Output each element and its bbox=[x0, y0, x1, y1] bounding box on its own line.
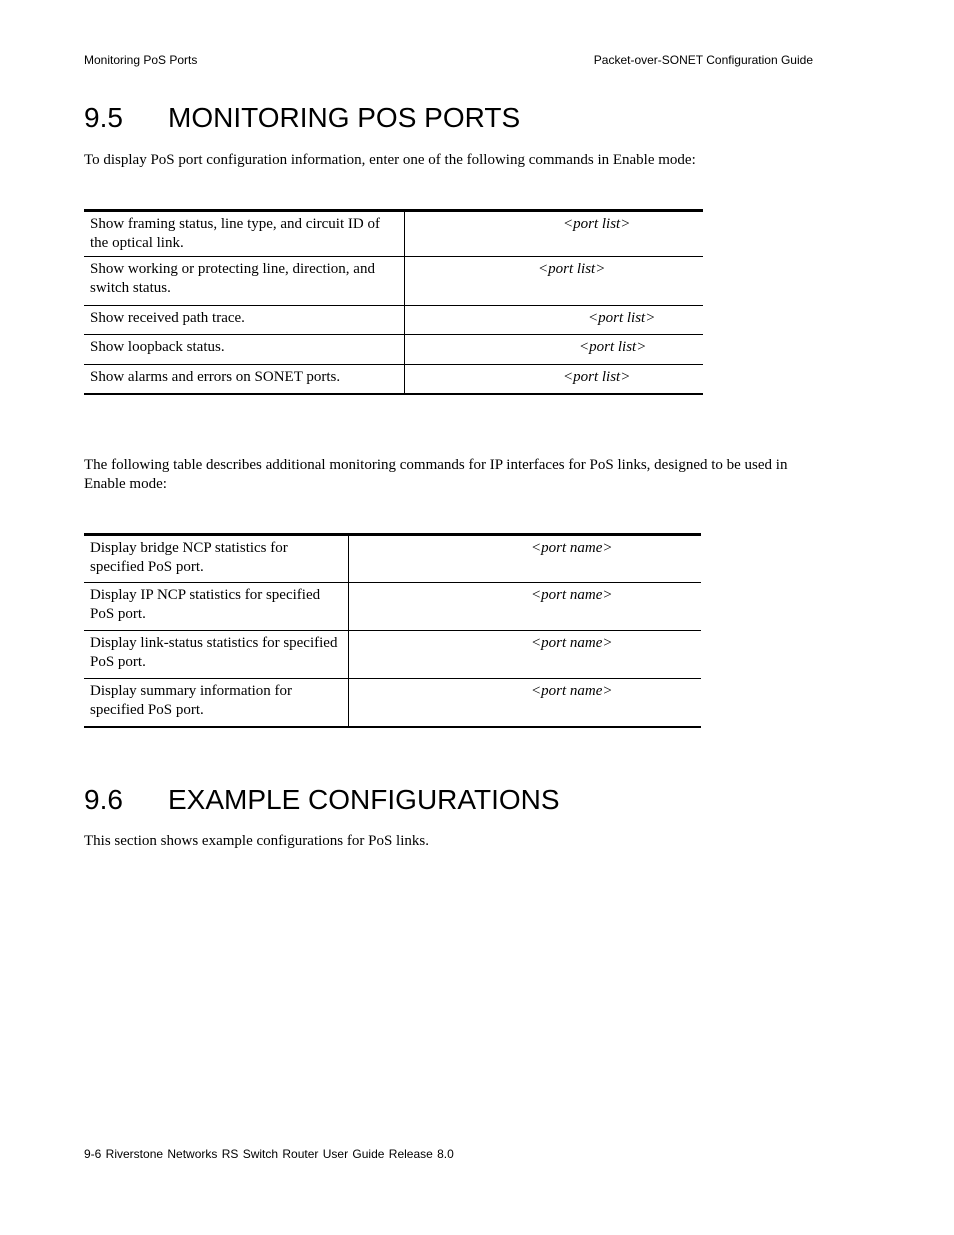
command-description: Display bridge NCP statistics for specified PoS port. bbox=[84, 535, 349, 583]
intro-paragraph: To display PoS port configuration information, enter one of the following commands in Enable mode: bbox=[84, 152, 696, 168]
section-heading-9-6 bbox=[84, 784, 560, 816]
command-argument: <port list> bbox=[563, 216, 631, 232]
table-row bbox=[84, 257, 703, 306]
command-description: Display link-status statistics for specified PoS port. bbox=[84, 631, 349, 679]
ip-interface-commands-table bbox=[84, 533, 701, 728]
section-number: 9.6 bbox=[84, 784, 123, 815]
command-argument: <port list> bbox=[405, 365, 704, 394]
pos-port-commands-table bbox=[84, 209, 703, 395]
command-description: Display summary information for specified PoS port. bbox=[84, 679, 349, 727]
command-description: Show framing status, line type, and circuit ID of the optical link. bbox=[84, 211, 405, 257]
ip-intro-paragraph: The following table describes additional monitoring commands for IP interfaces for PoS links, designed to be used in Enable mode: bbox=[84, 457, 788, 492]
command-description: Show loopback status. bbox=[84, 335, 405, 365]
command-description: Show working or protecting line, direction, and switch status. bbox=[84, 257, 405, 306]
command-argument: <port list> bbox=[405, 257, 704, 306]
table-row bbox=[84, 335, 703, 365]
table-row bbox=[84, 306, 703, 335]
section-title: EXAMPLE CONFIGURATIONS bbox=[168, 784, 560, 815]
table-row bbox=[84, 211, 703, 257]
running-header-right: Packet-over-SONET Configuration Guide bbox=[593, 53, 813, 67]
table-row bbox=[84, 679, 701, 727]
command-description: Show received path trace. bbox=[84, 306, 405, 335]
section-title: MONITORING POS PORTS bbox=[168, 102, 521, 133]
command-description: Display IP NCP statistics for specified PoS port. bbox=[84, 583, 349, 631]
command-argument: <port list> bbox=[405, 306, 704, 335]
section-heading-9-5 bbox=[84, 102, 520, 134]
table-row bbox=[84, 631, 701, 679]
table-row bbox=[84, 365, 703, 394]
section-number: 9.5 bbox=[84, 102, 123, 133]
command-description: Show alarms and errors on SONET ports. bbox=[84, 365, 405, 394]
command-argument: <port name> bbox=[349, 583, 702, 631]
example-intro-paragraph: This section shows example configurations for PoS links. bbox=[84, 833, 429, 849]
command-argument: <port name> bbox=[349, 631, 702, 679]
page-footer: 9-6 Riverstone Networks RS Switch Router User Guide Release 8.0 bbox=[84, 1147, 454, 1161]
command-argument: <port name> bbox=[531, 540, 613, 556]
table-row bbox=[84, 535, 701, 583]
command-argument: <port name> bbox=[349, 679, 702, 727]
table-row bbox=[84, 583, 701, 631]
running-header-left: Monitoring PoS Ports bbox=[84, 53, 198, 67]
command-argument: <port list> bbox=[405, 335, 704, 365]
